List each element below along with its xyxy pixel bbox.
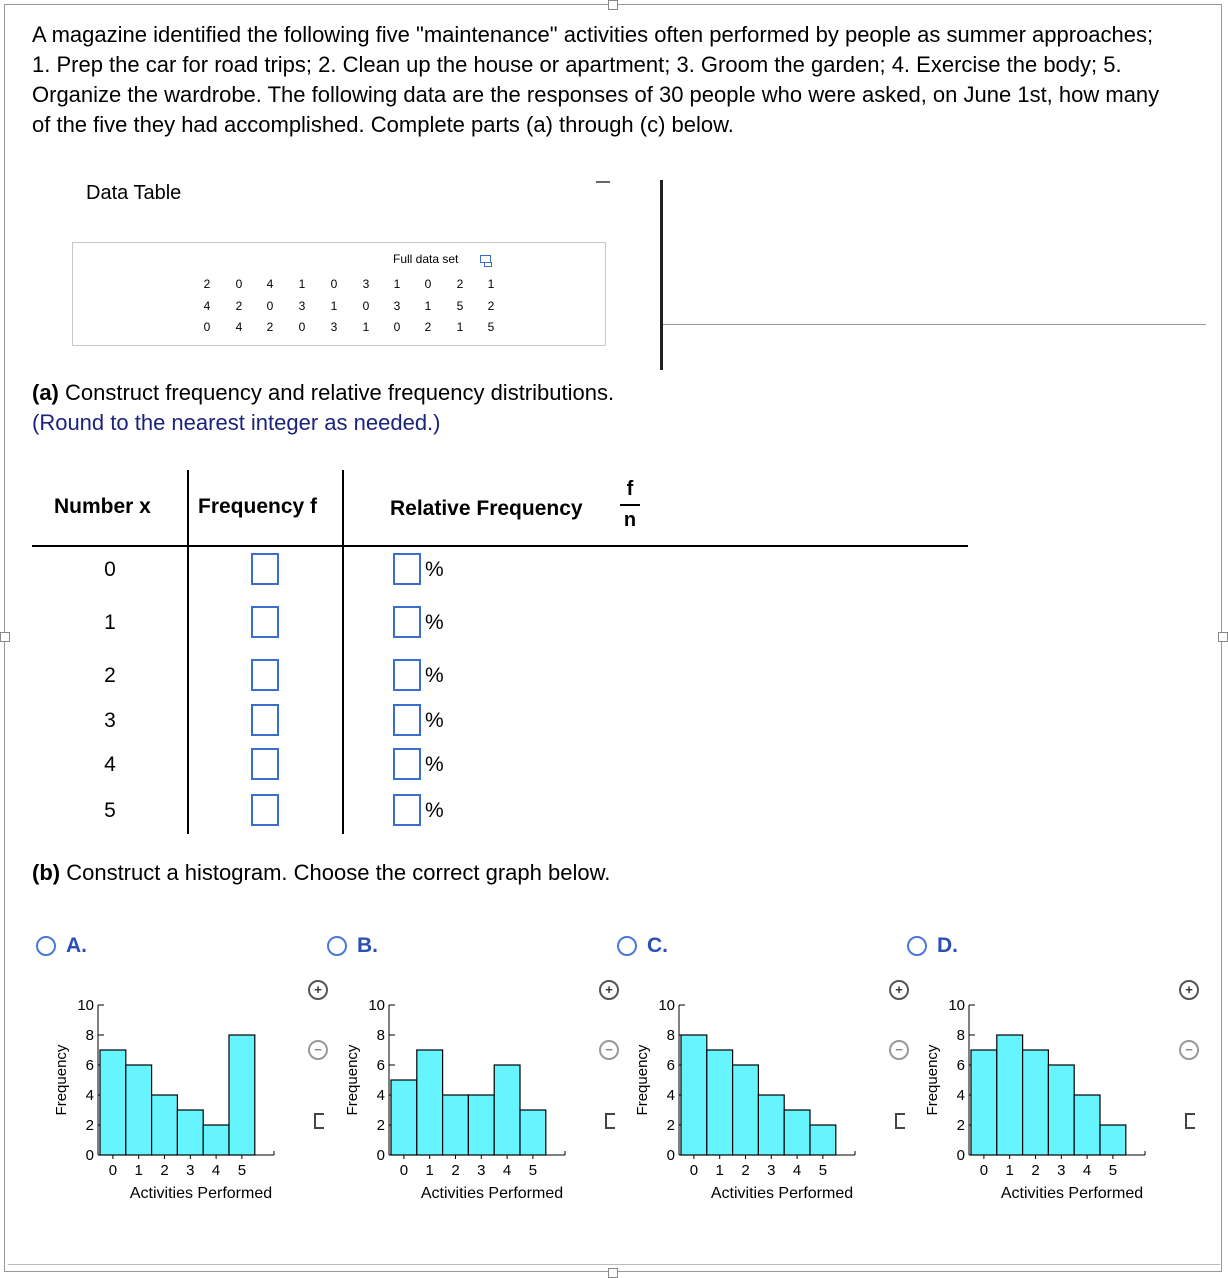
row-x-value-4: 4 <box>104 753 116 776</box>
option-a-expand-icon[interactable] <box>314 1113 324 1129</box>
option-b-histogram <box>341 990 621 1215</box>
bar-2 <box>733 1065 759 1155</box>
x-tick-label-2: 2 <box>741 1162 750 1179</box>
data-cell-r3-c9: 1 <box>456 320 464 334</box>
y-tick-label-6: 6 <box>376 1057 385 1074</box>
row-x-value-1: 1 <box>104 611 116 634</box>
y-axis-label: Frequency <box>924 1044 941 1116</box>
y-tick-label-8: 8 <box>376 1027 385 1044</box>
x-tick-label-5: 5 <box>237 1162 247 1179</box>
x-tick-label-3: 3 <box>767 1162 776 1179</box>
frequency-input-4[interactable] <box>251 748 279 780</box>
x-tick-label-1: 1 <box>715 1162 724 1179</box>
option-d-radio[interactable] <box>907 936 927 956</box>
bar-3 <box>758 1095 784 1155</box>
data-cell-r1-c8: 0 <box>424 277 432 291</box>
data-cell-r1-c7: 1 <box>393 277 401 291</box>
y-tick-label-10: 10 <box>658 997 675 1014</box>
fraction-denominator: n <box>623 509 637 531</box>
percent-sign-2: % <box>425 664 444 687</box>
fraction-f-over-n <box>620 478 640 532</box>
relative-frequency-input-4[interactable] <box>393 748 421 780</box>
y-tick-label-2: 2 <box>666 1117 675 1134</box>
relative-frequency-input-2[interactable] <box>393 659 421 691</box>
frequency-input-1[interactable] <box>251 606 279 638</box>
x-tick-label-5: 5 <box>818 1162 828 1179</box>
y-tick-label-6: 6 <box>666 1057 675 1074</box>
x-axis-label: Activities Performed <box>129 1185 273 1202</box>
part-b-label: (b) <box>32 860 61 885</box>
row-x-value-5: 5 <box>104 799 116 822</box>
frequency-input-0[interactable] <box>251 553 279 585</box>
data-cell-r2-c9: 5 <box>456 299 464 313</box>
bar-1 <box>997 1035 1023 1155</box>
option-a-zoom-out-icon[interactable]: − <box>308 1040 328 1060</box>
data-cell-r1-c6: 3 <box>362 277 370 291</box>
data-cell-r3-c10: 5 <box>487 320 495 334</box>
x-tick-label-2: 2 <box>451 1162 460 1179</box>
data-cell-r1-c9: 2 <box>456 277 464 291</box>
option-c-radio[interactable] <box>617 936 637 956</box>
data-cell-r2-c4: 3 <box>298 299 306 313</box>
resize-handle-top[interactable] <box>608 0 618 10</box>
bar-1 <box>417 1050 443 1155</box>
percent-sign-3: % <box>425 709 444 732</box>
data-cell-r2-c10: 2 <box>487 299 495 313</box>
part-a-hint: (Round to the nearest integer as needed.) <box>32 410 441 435</box>
x-tick-label-0: 0 <box>979 1162 989 1179</box>
data-cell-r3-c1: 0 <box>203 320 211 334</box>
percent-sign-1: % <box>425 611 444 634</box>
bar-5 <box>810 1125 836 1155</box>
y-tick-label-8: 8 <box>956 1027 965 1044</box>
y-tick-label-8: 8 <box>666 1027 675 1044</box>
option-d-zoom-out-icon[interactable]: − <box>1179 1040 1199 1060</box>
data-cell-r2-c3: 0 <box>266 299 274 313</box>
y-tick-label-10: 10 <box>368 997 385 1014</box>
row-x-value-3: 3 <box>104 709 116 732</box>
option-b-expand-icon[interactable] <box>605 1113 615 1129</box>
option-c-label[interactable]: C. <box>647 934 668 957</box>
option-d-histogram <box>921 990 1201 1215</box>
frequency-input-2[interactable] <box>251 659 279 691</box>
data-cell-r2-c1: 4 <box>203 299 211 313</box>
y-tick-label-6: 6 <box>956 1057 965 1074</box>
y-tick-label-0: 0 <box>956 1147 965 1164</box>
data-cell-r1-c1: 2 <box>203 277 211 291</box>
y-tick-label-8: 8 <box>85 1027 94 1044</box>
fraction-bar <box>620 504 640 506</box>
x-tick-label-4: 4 <box>502 1162 512 1179</box>
x-tick-label-2: 2 <box>1031 1162 1040 1179</box>
bar-0 <box>681 1035 707 1155</box>
frequency-input-5[interactable] <box>251 794 279 826</box>
data-cell-r1-c10: 1 <box>487 277 495 291</box>
table-col-divider-2 <box>342 470 344 834</box>
table-col-divider-1 <box>187 470 189 834</box>
option-c-histogram <box>631 990 911 1215</box>
data-cell-r3-c4: 0 <box>298 320 306 334</box>
right-panel-line <box>663 324 1206 325</box>
x-tick-label-3: 3 <box>1057 1162 1066 1179</box>
x-axis-label: Activities Performed <box>710 1185 854 1202</box>
x-tick-label-1: 1 <box>425 1162 434 1179</box>
col-header-relative-frequency: Relative Frequency <box>390 497 583 520</box>
copy-data-icon-shadow <box>484 262 492 267</box>
data-cell-r3-c6: 1 <box>362 320 370 334</box>
bar-3 <box>1048 1065 1074 1155</box>
x-tick-label-0: 0 <box>689 1162 699 1179</box>
x-axis-label: Activities Performed <box>420 1185 564 1202</box>
part-a-text: Construct frequency and relative frequency distributions. <box>58 380 615 405</box>
option-c-expand-icon[interactable] <box>895 1113 905 1129</box>
x-tick-label-0: 0 <box>399 1162 409 1179</box>
bar-0 <box>971 1050 997 1155</box>
data-cell-r1-c4: 1 <box>298 277 306 291</box>
option-b-label[interactable]: B. <box>357 934 378 957</box>
y-tick-label-6: 6 <box>85 1057 94 1074</box>
y-tick-label-2: 2 <box>956 1117 965 1134</box>
panel-divider[interactable] <box>660 180 663 370</box>
y-axis-label: Frequency <box>634 1044 651 1116</box>
x-tick-label-5: 5 <box>1108 1162 1118 1179</box>
y-tick-label-4: 4 <box>376 1087 385 1104</box>
x-tick-label-1: 1 <box>1005 1162 1014 1179</box>
option-c-zoom-in-icon[interactable]: + <box>889 980 909 1000</box>
full-data-set-label: Full data set <box>393 252 459 266</box>
option-d-label[interactable]: D. <box>937 934 958 957</box>
bar-5 <box>229 1035 255 1155</box>
data-cell-r2-c7: 3 <box>393 299 401 313</box>
option-a-label[interactable]: A. <box>66 934 87 957</box>
x-tick-label-3: 3 <box>477 1162 486 1179</box>
question-text: A magazine identified the following five "maintenance" activities often performed by people as summer approaches; 1. Prep the car for road trips; 2. Clean up the house or apartment; 3. Groom the garden; 4. Exercise the body; 5. Organize the wardrobe. The following data are the responses of 30 people who were asked, on June 1st, how many of the five they had accomplished. Complete parts (a) through (c) below. <box>32 22 1160 137</box>
bar-4 <box>1074 1095 1100 1155</box>
y-tick-label-2: 2 <box>85 1117 94 1134</box>
option-b-zoom-in-icon[interactable]: + <box>599 980 619 1000</box>
relative-frequency-input-1[interactable] <box>393 606 421 638</box>
part-a-prompt <box>32 380 614 406</box>
option-b-zoom-out-icon[interactable]: − <box>599 1040 619 1060</box>
bar-5 <box>520 1110 546 1155</box>
option-c-zoom-out-icon[interactable]: − <box>889 1040 909 1060</box>
fraction-numerator: f <box>626 478 634 500</box>
bar-3 <box>177 1110 203 1155</box>
data-cell-r2-c6: 0 <box>362 299 370 313</box>
table-header-rule <box>32 545 968 547</box>
option-a-histogram <box>50 990 330 1215</box>
y-axis-label: Frequency <box>344 1044 361 1116</box>
option-a-radio[interactable] <box>36 936 56 956</box>
col-header-number: Number x <box>54 495 151 518</box>
bar-0 <box>391 1080 417 1155</box>
y-axis-label: Frequency <box>53 1044 70 1116</box>
y-tick-label-4: 4 <box>85 1087 94 1104</box>
option-a-zoom-in-icon[interactable]: + <box>308 980 328 1000</box>
y-tick-label-0: 0 <box>376 1147 385 1164</box>
data-cell-r2-c8: 1 <box>424 299 432 313</box>
frame-bottom-line <box>8 1264 1220 1265</box>
data-cell-r1-c5: 0 <box>330 277 338 291</box>
bar-2 <box>152 1095 178 1155</box>
data-cell-r3-c8: 2 <box>424 320 432 334</box>
y-tick-label-10: 10 <box>948 997 965 1014</box>
percent-sign-4: % <box>425 753 444 776</box>
data-table-label: Data Table <box>86 182 182 204</box>
x-tick-label-4: 4 <box>211 1162 221 1179</box>
data-cell-r2-c5: 1 <box>330 299 338 313</box>
resize-handle-right[interactable] <box>1218 632 1228 642</box>
part-b-text: Construct a histogram. Choose the correct graph below. <box>60 860 611 885</box>
col-header-frequency: Frequency f <box>198 495 318 518</box>
part-a-label: (a) <box>32 380 59 405</box>
relative-frequency-input-3[interactable] <box>393 704 421 736</box>
option-d-expand-icon[interactable] <box>1185 1113 1195 1129</box>
bar-4 <box>784 1110 810 1155</box>
bar-2 <box>1023 1050 1049 1155</box>
data-cell-r3-c2: 4 <box>235 320 243 334</box>
bar-1 <box>707 1050 733 1155</box>
y-tick-label-4: 4 <box>956 1087 965 1104</box>
data-cell-r1-c3: 4 <box>266 277 274 291</box>
x-tick-label-2: 2 <box>160 1162 169 1179</box>
data-cell-r1-c2: 0 <box>235 277 243 291</box>
bar-1 <box>126 1065 152 1155</box>
resize-handle-bottom[interactable] <box>608 1268 618 1278</box>
y-tick-label-10: 10 <box>77 997 94 1014</box>
bar-2 <box>443 1095 469 1155</box>
row-x-value-2: 2 <box>104 664 116 687</box>
x-axis-label: Activities Performed <box>1000 1185 1144 1202</box>
bar-3 <box>468 1095 494 1155</box>
data-cell-r2-c2: 2 <box>235 299 243 313</box>
frequency-input-3[interactable] <box>251 704 279 736</box>
y-tick-label-2: 2 <box>376 1117 385 1134</box>
data-cell-r3-c7: 0 <box>393 320 401 334</box>
part-b-prompt <box>32 860 610 886</box>
x-tick-label-1: 1 <box>134 1162 143 1179</box>
row-x-value-0: 0 <box>104 558 116 581</box>
resize-handle-left[interactable] <box>0 632 10 642</box>
x-tick-label-4: 4 <box>792 1162 802 1179</box>
x-tick-label-4: 4 <box>1082 1162 1092 1179</box>
relative-frequency-input-5[interactable] <box>393 794 421 826</box>
y-tick-label-4: 4 <box>666 1087 675 1104</box>
x-tick-label-3: 3 <box>186 1162 195 1179</box>
minimize-icon[interactable] <box>596 181 610 183</box>
x-tick-label-0: 0 <box>108 1162 118 1179</box>
option-d-zoom-in-icon[interactable]: + <box>1179 980 1199 1000</box>
y-tick-label-0: 0 <box>666 1147 675 1164</box>
percent-sign-0: % <box>425 558 444 581</box>
bar-4 <box>494 1065 520 1155</box>
data-cell-r3-c3: 2 <box>266 320 274 334</box>
bar-4 <box>203 1125 229 1155</box>
option-b-radio[interactable] <box>327 936 347 956</box>
bar-5 <box>1100 1125 1126 1155</box>
x-tick-label-5: 5 <box>528 1162 538 1179</box>
percent-sign-5: % <box>425 799 444 822</box>
bar-0 <box>100 1050 126 1155</box>
y-tick-label-0: 0 <box>85 1147 94 1164</box>
data-cell-r3-c5: 3 <box>330 320 338 334</box>
relative-frequency-input-0[interactable] <box>393 553 421 585</box>
